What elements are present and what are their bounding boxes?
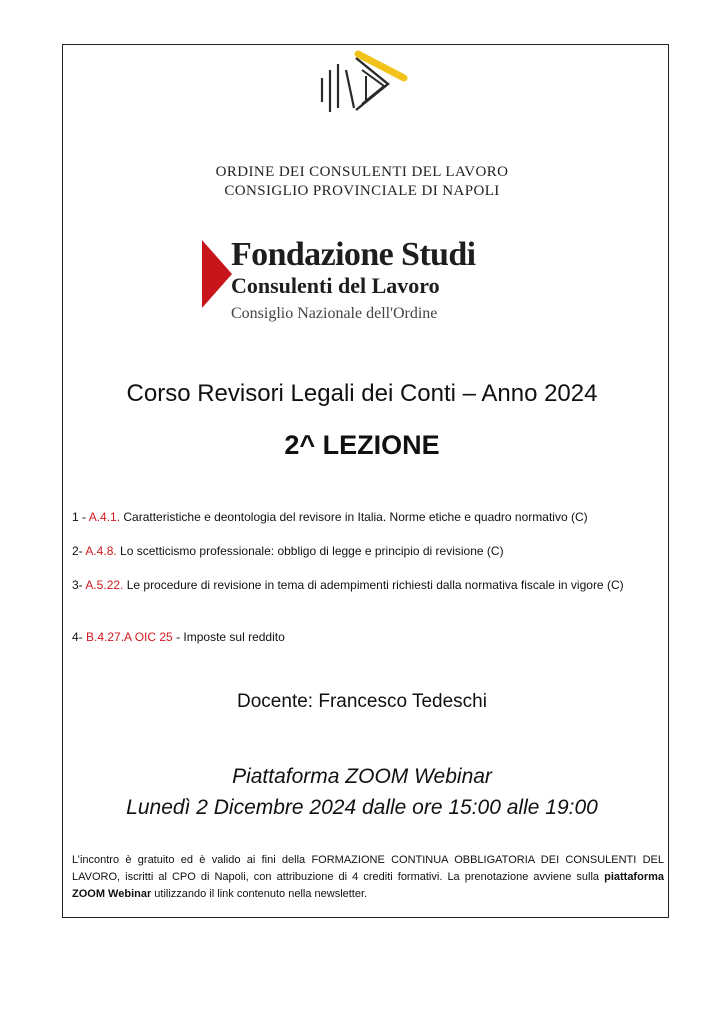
topic-item [72,575,657,595]
fondazione-triangle-icon [202,240,232,308]
note-platform: piattaforma ZOOM Webinar [72,871,664,900]
topic-prefix: 1 - [72,510,89,524]
fondazione-council: Consiglio Nazionale dell'Ordine [231,305,438,322]
note-text-end: utilizzando il link contenuto nella newsletter. [151,888,368,900]
course-title: Corso Revisori Legali dei Conti – Anno 2024 [126,380,598,407]
topic-code: B.4.27.A OIC 25 [86,630,173,644]
fondazione-title: Fondazione Studi [231,236,476,273]
ordine-name: ORDINE DEI CONSULENTI DEL LAVORO [215,164,509,180]
topic-code: A.4.8. [85,544,117,558]
topic-prefix: 2- [72,544,86,558]
docente: Docente: Francesco Tedeschi [237,691,487,712]
lesson-title: 2^ LEZIONE [284,430,440,460]
topic-item [72,541,657,561]
topic-prefix: 4- [72,630,87,644]
topic-code: A.4.1. [88,510,121,524]
topic-code: A.5.22. [85,578,124,592]
fondazione-subtitle: Consulenti del Lavoro [231,273,440,298]
ordine-council: CONSIGLIO PROVINCIALE DI NAPOLI [224,183,500,199]
topic-item [72,507,657,527]
topic-text: - Imposte sul reddito [172,630,285,644]
topic-text: Lo scetticismo professionale: obbligo di legge e principio di revisione (C) [116,544,504,558]
platform: Piattaforma ZOOM Webinar [232,765,492,788]
topic-prefix: 3- [72,578,86,592]
info-note [72,852,664,903]
event-date: Lunedì 2 Dicembre 2024 dalle ore 15:00 alle 19:00 [126,796,598,819]
ordine-logo-icon [318,48,412,122]
topic-text: Caratteristiche e deontologia del revisore in Italia. Norme etiche e quadro normativo (C) [120,510,588,524]
note-text: L’incontro è gratuito ed è valido ai fini della FORMAZIONE CONTINUA OBBLIGATORIA DEI CONSULENTI DEL LAVORO, iscritti al CPO di Napoli, con attribuzione di 4 crediti formativi. La prenotazione avviene sulla [72,854,664,883]
topic-text: Le procedure di revisione in tema di adempimenti richiesti dalla normativa fiscale in vigore (C) [123,578,624,592]
topic-item [72,627,657,647]
